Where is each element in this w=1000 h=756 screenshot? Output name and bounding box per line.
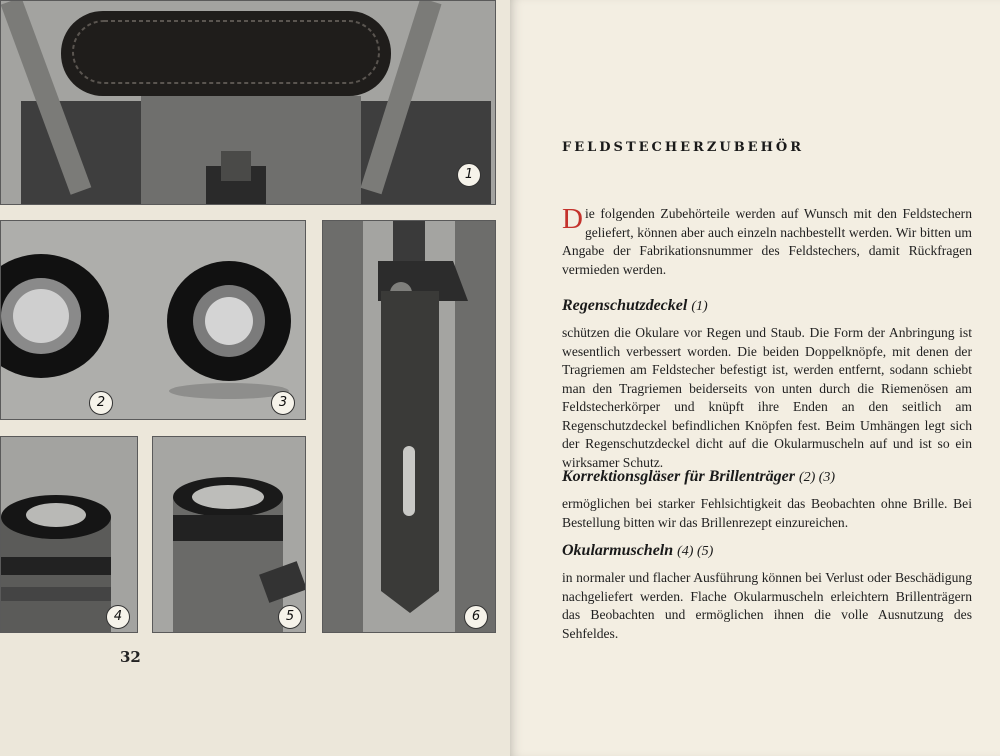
photo-correction-lenses	[0, 220, 306, 420]
section-body-regenschutzdeckel: schützen die Okulare vor Regen und Staub. Die Form der Anbringung ist wesentlich verbessert worden. Die beiden Doppelknöpfe, mit denen der Tragriemen am Feldstecher befestigt ist, werden entfernt, sodann schiebt man den Tragriemen beiderseits von unten durch die Riemenösen am Feldstecherkörper und knüpft ihre Enden an den seitlich am Regenschutzdeckel befindlichen Knöpfen fest. Beim Umhängen legt sich der Regenschutzdeckel dicht auf die Okularmuscheln auf und ist so ein wirksamer Schutz.	[562, 325, 972, 470]
drop-cap: D	[562, 203, 583, 235]
section-figure-ref: (1)	[691, 299, 708, 314]
eyecup-normal-illustration	[1, 437, 137, 632]
strap-illustration	[323, 221, 495, 632]
photo-eyecup-flat	[152, 436, 306, 633]
section-body-okularmuscheln: in normaler und flacher Ausführung können bei Verlust oder Beschädigung nachgeliefert werden. Flache Okularmuscheln erleichtern Brillenträgern das Beobachten und ermöglichen ihnen die volle Ausnutzung des Sehfeldes.	[562, 570, 972, 641]
section-figure-ref: (2) (3)	[798, 470, 836, 485]
section-title-korrektionsglaeser	[562, 468, 835, 486]
photo-number-3: 3	[271, 391, 295, 415]
section-title-text: Okularmuscheln	[562, 542, 674, 559]
photo-rain-guard	[0, 0, 496, 205]
photo-eyecup-normal	[0, 436, 138, 633]
photo-number-5: 5	[278, 605, 302, 629]
correction-lenses-illustration	[1, 221, 305, 419]
eyecup-flat-illustration	[153, 437, 305, 632]
photo-number-6: 6	[464, 605, 488, 629]
intro-paragraph	[562, 205, 972, 279]
photo-strap	[322, 220, 496, 633]
section-figure-ref: (4) (5)	[677, 544, 714, 559]
page-number: 32	[120, 648, 141, 666]
section-title-text: Regenschutzdeckel	[562, 297, 688, 314]
intro-text: ie folgenden Zubehörteile werden auf Wunsch mit den Feldstechern geliefert, können aber auch einzeln nachbestellt werden. Wir bitten um Angabe der Fabrikationsnummer des Feldstechers, damit Rückfragen vermieden werden.	[562, 206, 972, 277]
page-heading: FELDSTECHERZUBEHÖR	[562, 140, 804, 155]
rain-guard-illustration	[1, 1, 495, 204]
section-body-korrektionsglaeser: ermöglichen bei starker Fehlsichtigkeit das Beobachten ohne Brille. Bei Bestellung bitten wir das Brillenrezept einzureichen.	[562, 496, 972, 530]
photo-number-4: 4	[106, 605, 130, 629]
section-title-regenschutzdeckel	[562, 297, 708, 315]
section-title-text: Korrektionsgläser für Brillenträger	[562, 468, 795, 485]
photo-number-2: 2	[89, 391, 113, 415]
section-title-okularmuscheln	[562, 542, 713, 560]
photo-number-1: 1	[457, 163, 481, 187]
